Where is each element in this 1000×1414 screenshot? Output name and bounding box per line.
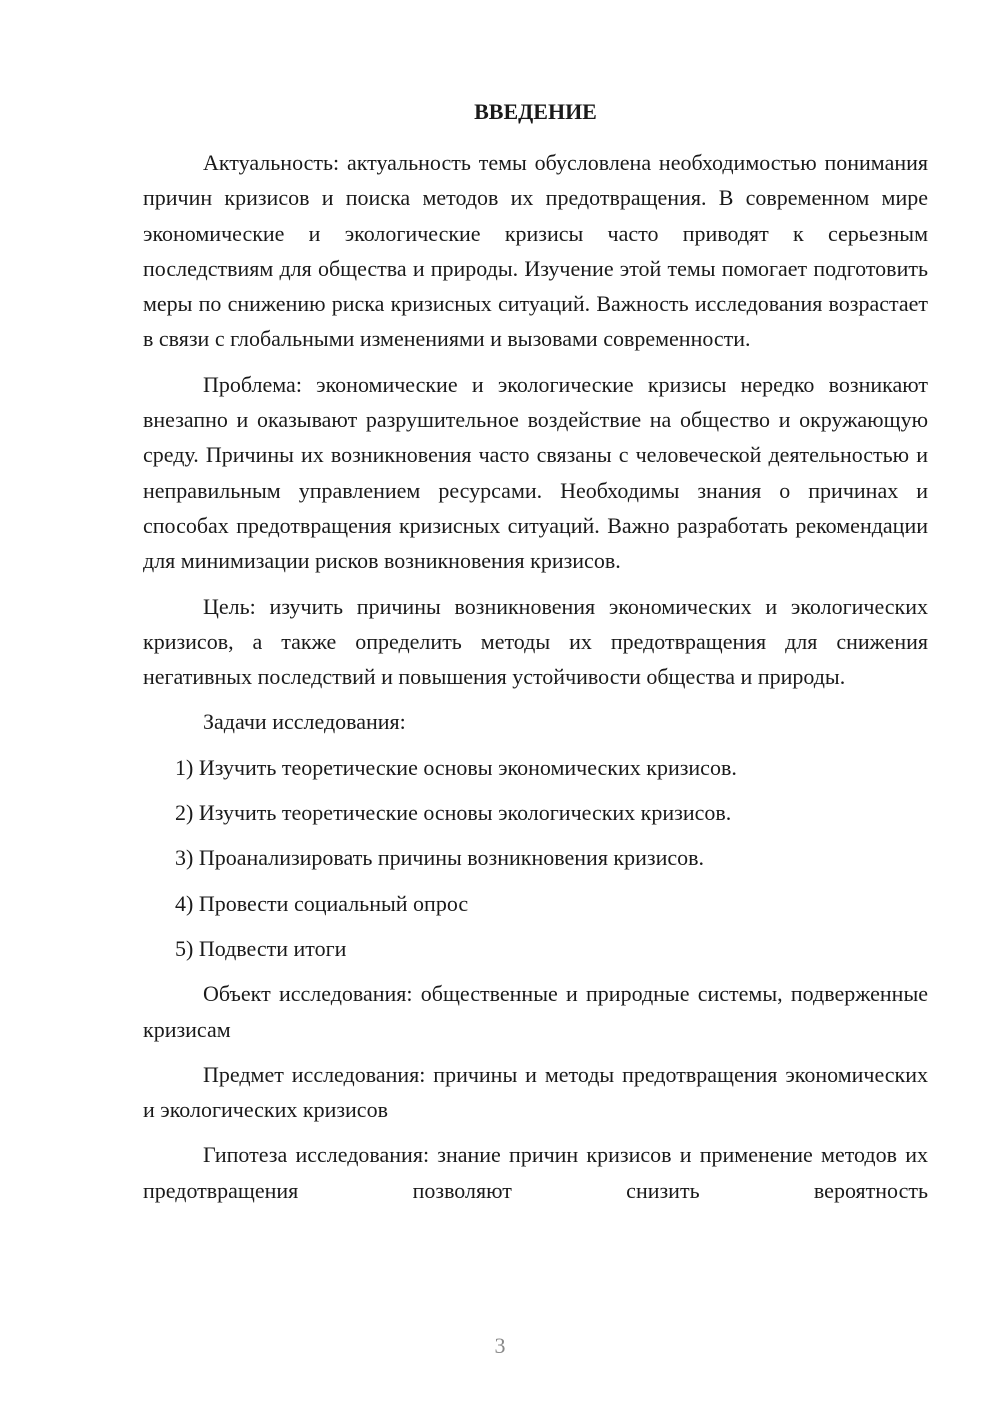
- problem-paragraph: Проблема: экономические и экологические кризисы нередко возникают внезапно и оказывают разрушительное воздействие на общество и окружающую среду. Причины их возникновения часто связаны с человеческой деятельностью и неправильным управлением ресурсами. Необходимы знания о причинах и способах предотвращения кризисных ситуаций. Важно разработать рекомендации для минимизации рисков возникновения кризисов.: [143, 371, 928, 574]
- subject-paragraph: Предмет исследования: причины и методы предотвращения экономических и экологических кризисов: [143, 1061, 928, 1123]
- tasks-heading: Задачи исследования:: [203, 709, 406, 735]
- document-body: [143, 94, 928, 1218]
- task-item-2: 2) Изучить теоретические основы экологических кризисов.: [175, 800, 732, 826]
- relevance-paragraph: Актуальность: актуальность темы обусловлена необходимостью понимания причин кризисов и поиска методов их предотвращения. В современном мире экономические и экологические кризисы часто приводят к серьезным последствиям для общества и природы. Изучение этой темы помогает подготовить меры по снижению риска кризисных ситуаций. Важность исследования возрастает в связи с глобальными изменениями и вызовами современности.: [143, 150, 928, 352]
- page-number: 3: [494, 1333, 506, 1358]
- task-item-3: 3) Проанализировать причины возникновения кризисов.: [175, 845, 705, 871]
- task-item-5: 5) Подвести итоги: [175, 935, 347, 961]
- task-item-1: 1) Изучить теоретические основы экономических кризисов.: [175, 754, 737, 780]
- hypothesis-paragraph: Гипотеза исследования: знание причин кризисов и применение методов их предотвращения позволяют снизить вероятность: [143, 1142, 928, 1203]
- task-item-4: 4) Провести социальный опрос: [175, 890, 469, 916]
- object-paragraph: Объект исследования: общественные и природные системы, подверженные кризисам: [143, 981, 928, 1042]
- goal-paragraph: Цель: изучить причины возникновения экономических и экологических кризисов, а также определить методы их предотвращения для снижения негативных последствий и повышения устойчивости общества и природы.: [143, 593, 928, 690]
- section-title: ВВЕДЕНИЕ: [474, 99, 597, 124]
